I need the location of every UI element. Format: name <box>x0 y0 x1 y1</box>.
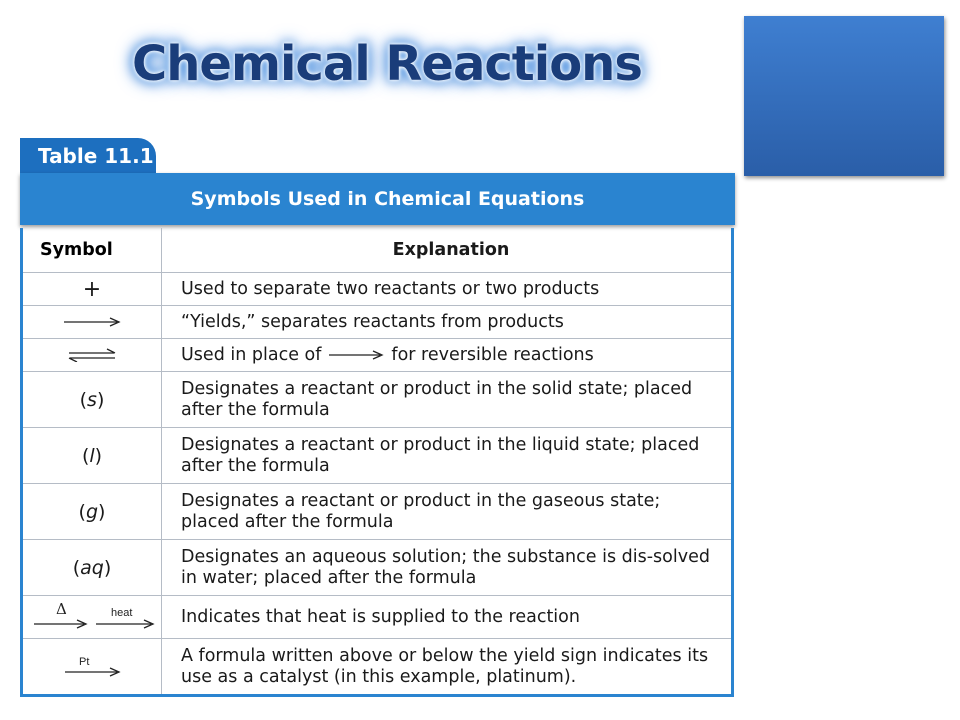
symbol-cell <box>23 596 162 638</box>
symbol-cell <box>23 540 162 595</box>
table-row <box>23 483 731 539</box>
plus-symbol: + <box>82 276 102 302</box>
explanation-cell: Designates a reactant or product in the solid state; placed after the formula <box>181 378 693 420</box>
catalyst-arrow-icon <box>57 652 127 682</box>
table-row <box>23 272 731 305</box>
aqueous-symbol: (aq) <box>72 556 112 579</box>
symbol-cell <box>23 339 162 371</box>
table-row <box>23 638 731 694</box>
symbol-cell <box>23 306 162 338</box>
yields-arrow-icon <box>327 349 385 361</box>
heat-label: heat <box>111 607 133 619</box>
gaseous-state-symbol: (g) <box>78 500 106 523</box>
symbol-cell <box>23 372 162 427</box>
symbol-cell <box>23 273 162 305</box>
explanation-cell: Indicates that heat is supplied to the reaction <box>181 606 580 627</box>
decorative-blue-rectangle <box>744 16 944 176</box>
yields-arrow-icon <box>62 316 122 328</box>
solid-state-symbol: (s) <box>79 388 105 411</box>
table-row <box>23 338 731 371</box>
heat-arrows-icon <box>28 600 156 634</box>
explanation-cell: “Yields,” separates reactants from products <box>181 311 564 332</box>
catalyst-label: Pt <box>79 655 90 668</box>
symbol-cell <box>23 428 162 483</box>
explanation-cell <box>162 339 731 371</box>
liquid-state-symbol: (l) <box>81 444 103 467</box>
delta-label: Δ <box>56 600 67 618</box>
table-row <box>23 427 731 483</box>
header-symbol: Symbol <box>23 228 162 272</box>
table-row <box>23 539 731 595</box>
explanation-cell: Designates a reactant or product in the gaseous state; placed after the formula <box>181 490 661 532</box>
explanation-text-before: Used in place of <box>181 344 322 365</box>
symbol-cell <box>23 639 162 694</box>
table-header-row <box>23 228 731 272</box>
table-row <box>23 371 731 427</box>
table-row <box>23 595 731 638</box>
explanation-cell: Designates a reactant or product in the liquid state; placed after the formula <box>181 434 700 476</box>
symbols-table <box>20 228 734 697</box>
explanation-cell: Designates an aqueous solution; the substance is dis-solved in water; placed after the formula <box>181 546 710 588</box>
table-row <box>23 305 731 338</box>
header-explanation: Explanation <box>392 239 510 260</box>
explanation-text-after: for reversible reactions <box>391 344 594 365</box>
symbol-cell <box>23 484 162 539</box>
reversible-arrow-icon <box>67 348 117 362</box>
explanation-cell: A formula written above or below the yield sign indicates its use as a catalyst (in this example, platinum). <box>181 645 709 687</box>
table-caption: Symbols Used in Chemical Equations <box>20 173 735 225</box>
explanation-cell: Used to separate two reactants or two products <box>181 278 600 299</box>
slide-title: Chemical Reactions <box>132 36 642 92</box>
table-number-tab: Table 11.1 <box>20 138 156 174</box>
